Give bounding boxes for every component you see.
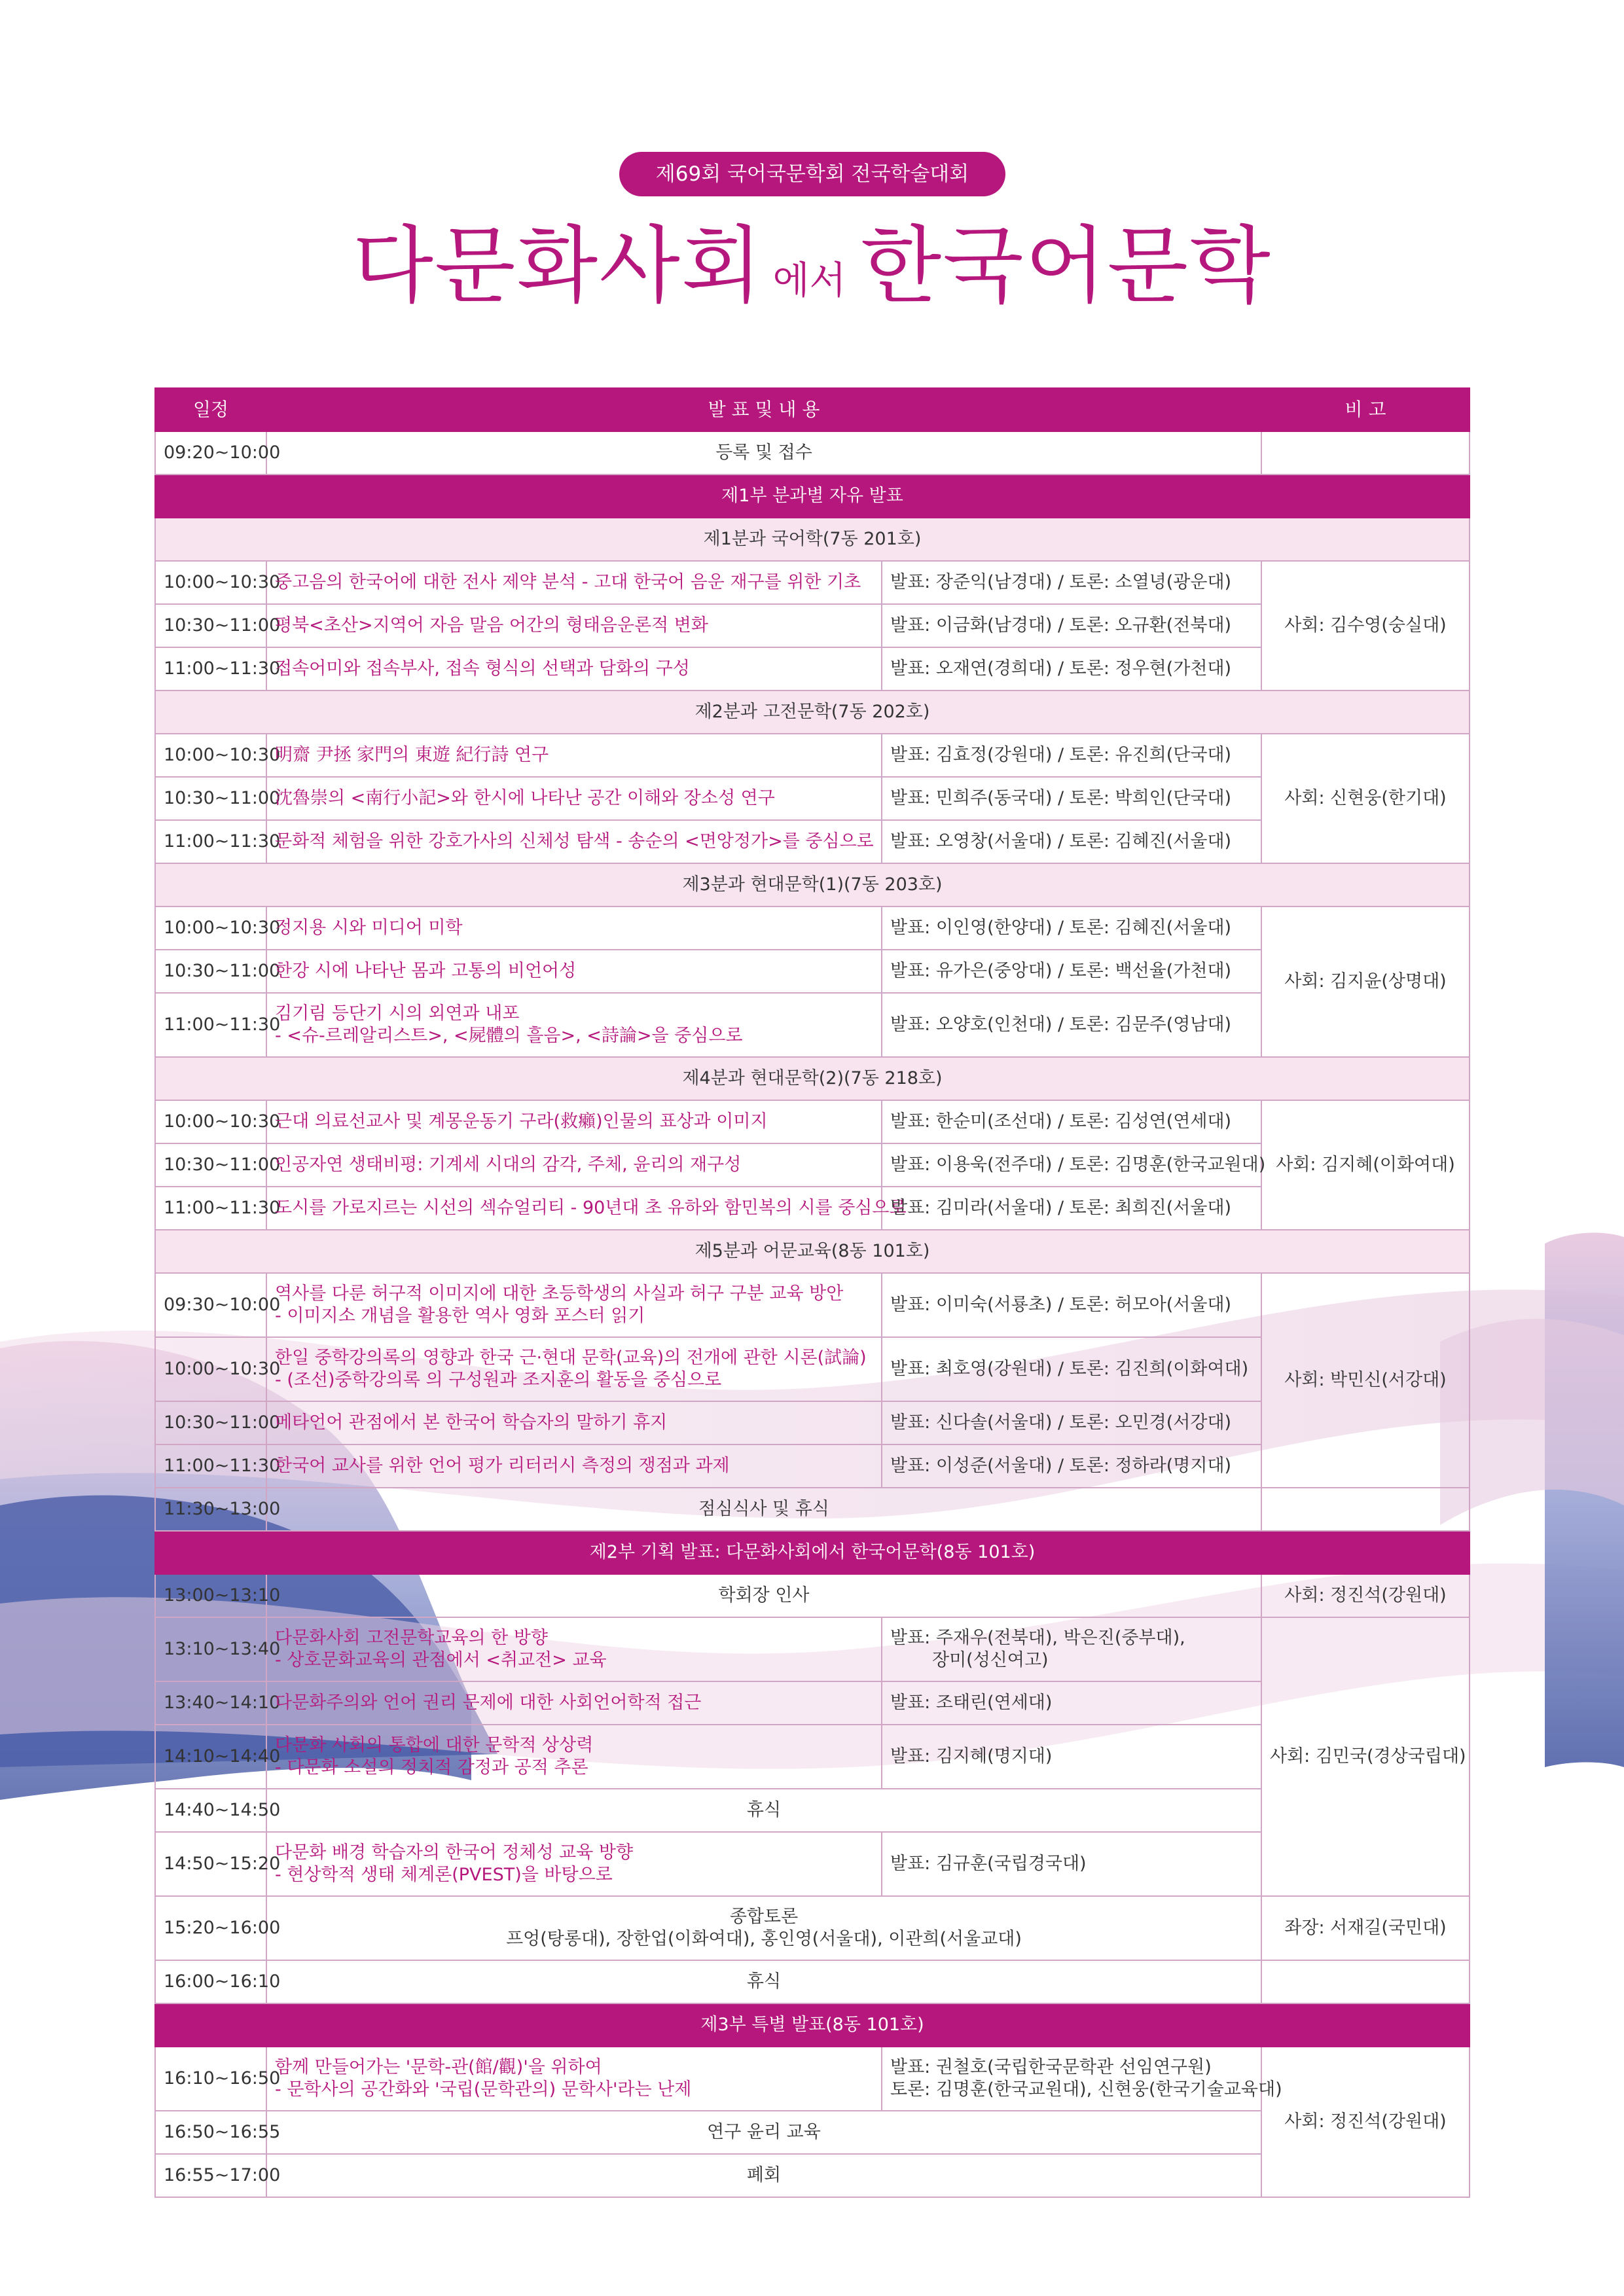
topic-subline: - 현상학적 생태 체계론(PVEST)을 바탕으로	[275, 1865, 613, 1885]
time-cell: 11:30~13:00	[155, 1488, 266, 1531]
section-title: 제3분과 현대문학(1)(7동 203호)	[155, 863, 1470, 906]
presenter-cell: 발표: 조태린(연세대)	[882, 1681, 1261, 1725]
topic-cell: 한강 시에 나타난 몸과 고통의 비언어성	[266, 950, 882, 993]
title-connector: 에서	[772, 258, 846, 302]
topic-line: 역사를 다룬 허구적 이미지에 대한 초등학생의 사실과 허구 구분 교육 방안	[275, 1283, 844, 1304]
presenter-cell: 발표: 김규훈(국립경국대)	[882, 1832, 1261, 1896]
time-cell: 09:20~10:00	[155, 431, 266, 475]
topic-cell: 明齋 尹拯 家門의 東遊 紀行詩 연구	[266, 734, 882, 777]
moderator-cell: 사회: 신현웅(한기대)	[1261, 734, 1470, 863]
time-cell: 10:00~10:30	[155, 561, 266, 604]
presenter-cell: 발표: 민희주(동국대) / 토론: 박희인(단국대)	[882, 777, 1261, 820]
topic-subline: - (조선)중학강의록 의 구성원과 조지훈의 활동을 중심으로	[275, 1370, 722, 1390]
presenter-cell: 발표: 김지혜(명지대)	[882, 1725, 1261, 1789]
table-row	[155, 1896, 1470, 1960]
presenter-cell: 발표: 유가은(중앙대) / 토론: 백선율(가천대)	[882, 950, 1261, 993]
presenter-cell: 발표: 최호영(강원대) / 토론: 김진희(이화여대)	[882, 1337, 1261, 1401]
presenter-cell: 발표: 신다솔(서울대) / 토론: 오민경(서강대)	[882, 1401, 1261, 1444]
time-cell: 10:30~11:00	[155, 604, 266, 647]
section-header-row	[155, 863, 1470, 906]
moderator-cell: 사회: 박민신(서강대)	[1261, 1273, 1470, 1488]
topic-cell: 沈魯崇의 <南行小記>와 한시에 나타난 공간 이해와 장소성 연구	[266, 777, 882, 820]
topic-subline: - 이미지소 개념을 활용한 역사 영화 포스터 읽기	[275, 1306, 645, 1326]
time-cell: 13:40~14:10	[155, 1681, 266, 1725]
topic-cell	[266, 993, 882, 1057]
presenter-cell	[882, 1617, 1261, 1681]
table-row	[155, 1960, 1470, 2003]
discussant-line: 토론: 김명훈(한국교원대), 신현웅(한국기술교육대)	[890, 2079, 1282, 2100]
topic-cell	[266, 1337, 882, 1401]
time-cell: 09:30~10:00	[155, 1273, 266, 1337]
part-header-row	[155, 2003, 1470, 2047]
section-header-row	[155, 1057, 1470, 1100]
topic-line: 다문화 배경 학습자의 한국어 정체성 교육 방향	[275, 1842, 634, 1863]
moderator-cell: 사회: 정진석(강원대)	[1261, 2047, 1470, 2197]
section-header-row	[155, 518, 1470, 561]
topic-cell	[266, 1832, 882, 1896]
section-title: 제1분과 국어학(7동 201호)	[155, 518, 1470, 561]
time-cell: 10:00~10:30	[155, 734, 266, 777]
presenter-cell: 발표: 이인영(한양대) / 토론: 김혜진(서울대)	[882, 906, 1261, 950]
column-header-content: 발 표 및 내 용	[266, 388, 1261, 431]
presenter-cell: 발표: 오양호(인천대) / 토론: 김문주(영남대)	[882, 993, 1261, 1057]
presenter-cell: 발표: 이용욱(전주대) / 토론: 김명훈(한국교원대)	[882, 1143, 1261, 1187]
presenter-cell: 발표: 오영창(서울대) / 토론: 김혜진(서울대)	[882, 820, 1261, 863]
presenter-cell: 발표: 장준익(남경대) / 토론: 소열녕(광운대)	[882, 561, 1261, 604]
chair-cell: 좌장: 서재길(국민대)	[1261, 1896, 1470, 1960]
note-cell	[1261, 1960, 1470, 2003]
topic-cell: 평북<초산>지역어 자음 말음 어간의 형태음운론적 변화	[266, 604, 882, 647]
topic-cell: 도시를 가로지르는 시선의 섹슈얼리티 - 90년대 초 유하와 함민복의 시를 중심으로	[266, 1187, 882, 1230]
topic-cell: 문화적 체험을 위한 강호가사의 신체성 탐색 - 송순의 <면앙정가>를 중심으로	[266, 820, 882, 863]
note-cell	[1261, 1488, 1470, 1531]
table-row	[155, 431, 1470, 475]
event-cell: 폐회	[266, 2154, 1261, 2197]
time-cell: 11:00~11:30	[155, 1187, 266, 1230]
time-cell: 14:10~14:40	[155, 1725, 266, 1789]
moderator-cell: 사회: 김지혜(이화여대)	[1261, 1100, 1470, 1230]
section-header-row	[155, 691, 1470, 734]
column-header-time: 일정	[155, 388, 266, 431]
time-cell: 14:50~15:20	[155, 1832, 266, 1896]
event-cell: 등록 및 접수	[266, 431, 1261, 475]
event-cell: 학회장 인사	[266, 1574, 1261, 1617]
time-cell: 10:00~10:30	[155, 1100, 266, 1143]
section-header-row	[155, 1230, 1470, 1273]
event-cell: 연구 윤리 교육	[266, 2111, 1261, 2154]
topic-cell: 근대 의료선교사 및 계몽운동기 구라(救癩)인물의 표상과 이미지	[266, 1100, 882, 1143]
section-title: 제2분과 고전문학(7동 202호)	[155, 691, 1470, 734]
moderator-cell: 사회: 김지윤(상명대)	[1261, 906, 1470, 1057]
time-cell: 10:30~11:00	[155, 950, 266, 993]
time-cell: 13:00~13:10	[155, 1574, 266, 1617]
event-cell	[266, 1896, 1261, 1960]
presenter-subline: 장미(성신여고)	[932, 1650, 1049, 1670]
schedule-table	[154, 387, 1470, 2198]
time-cell: 10:30~11:00	[155, 777, 266, 820]
time-cell: 10:30~11:00	[155, 1401, 266, 1444]
time-cell: 16:50~16:55	[155, 2111, 266, 2154]
time-cell: 11:00~11:30	[155, 1444, 266, 1488]
topic-cell: 중고음의 한국어에 대한 전사 제약 분석 - 고대 한국어 음운 재구를 위한 기초	[266, 561, 882, 604]
topic-line: 다문화사회 고전문학교육의 한 방향	[275, 1628, 548, 1648]
time-cell: 13:10~13:40	[155, 1617, 266, 1681]
topic-subline: - 다문화 소설의 정치적 감정과 공적 추론	[275, 1757, 588, 1778]
time-cell: 10:00~10:30	[155, 1337, 266, 1401]
time-cell: 16:00~16:10	[155, 1960, 266, 2003]
presenter-line: 발표: 권철호(국립한국문학관 선임연구원)	[890, 2057, 1212, 2077]
topic-subline: - 상호문화교육의 관점에서 <취교전> 교육	[275, 1650, 607, 1670]
table-row	[155, 561, 1470, 604]
presenter-cell: 발표: 김효정(강원대) / 토론: 유진희(단국대)	[882, 734, 1261, 777]
topic-cell: 다문화주의와 언어 권리 문제에 대한 사회언어학적 접근	[266, 1681, 882, 1725]
time-cell: 15:20~16:00	[155, 1896, 266, 1960]
presenter-line: 발표: 주재우(전북대), 박은진(중부대),	[890, 1628, 1185, 1648]
presenter-cell	[882, 2047, 1282, 2111]
moderator-cell: 사회: 정진석(강원대)	[1261, 1574, 1470, 1617]
moderator-cell: 사회: 김민국(경상국립대)	[1261, 1617, 1470, 1896]
presenter-cell: 발표: 오재연(경희대) / 토론: 정우현(가천대)	[882, 647, 1261, 691]
presenter-cell: 발표: 한순미(조선대) / 토론: 김성연(연세대)	[882, 1100, 1261, 1143]
time-cell: 14:40~14:50	[155, 1789, 266, 1832]
topic-cell	[266, 1617, 882, 1681]
presenter-cell: 발표: 이성준(서울대) / 토론: 정하라(명지대)	[882, 1444, 1261, 1488]
topic-line: 한일 중학강의록의 영향과 한국 근·현대 문학(교육)의 전개에 관한 시론(試論)	[275, 1348, 867, 1368]
topic-line: 함께 만들어가는 '문학-관(館/觀)'을 위하여	[275, 2057, 602, 2077]
table-row	[155, 2047, 1470, 2111]
title-tail: 한국어문학	[860, 217, 1272, 315]
discussion-title: 종합토론	[729, 1907, 799, 1927]
page-title	[0, 211, 1624, 336]
topic-cell: 메타언어 관점에서 본 한국어 학습자의 말하기 휴지	[266, 1401, 882, 1444]
topic-line: 김기림 등단기 시의 외연과 내포	[275, 1003, 520, 1024]
section-title: 제5분과 어문교육(8동 101호)	[155, 1230, 1470, 1273]
time-cell: 10:00~10:30	[155, 906, 266, 950]
part-header-row	[155, 475, 1470, 518]
topic-subline: - <슈-르레알리스트>, <屍體의 흘음>, <詩論>을 중심으로	[275, 1026, 743, 1046]
time-cell: 16:55~17:00	[155, 2154, 266, 2197]
topic-cell: 접속어미와 접속부사, 접속 형식의 선택과 담화의 구성	[266, 647, 882, 691]
event-cell: 휴식	[266, 1789, 1261, 1832]
topic-cell	[266, 1273, 882, 1337]
moderator-cell: 사회: 김수영(숭실대)	[1261, 561, 1470, 691]
topic-cell: 인공자연 생태비평: 기계세 시대의 감각, 주체, 윤리의 재구성	[266, 1143, 882, 1187]
time-cell: 10:30~11:00	[155, 1143, 266, 1187]
table-row	[155, 734, 1470, 777]
presenter-cell: 발표: 이금화(남경대) / 토론: 오규환(전북대)	[882, 604, 1261, 647]
part-title: 제2부 기획 발표: 다문화사회에서 한국어문학(8동 101호)	[155, 1531, 1470, 1574]
topic-cell	[266, 2047, 882, 2111]
note-cell	[1261, 431, 1470, 475]
column-header-note: 비 고	[1261, 388, 1470, 431]
presenter-cell: 발표: 이미숙(서룡초) / 토론: 허모아(서울대)	[882, 1273, 1261, 1337]
part-title: 제3부 특별 발표(8동 101호)	[155, 2003, 1470, 2047]
table-row	[155, 906, 1470, 950]
event-cell: 점심식사 및 휴식	[266, 1488, 1261, 1531]
topic-subline: - 문학사의 공간화와 '국립(문학관의) 문학사'라는 난제	[275, 2079, 692, 2100]
table-row	[155, 1617, 1470, 1681]
topic-cell: 한국어 교사를 위한 언어 평가 리터러시 측정의 쟁점과 과제	[266, 1444, 882, 1488]
table-row	[155, 1574, 1470, 1617]
table-row	[155, 1488, 1470, 1531]
section-title: 제4분과 현대문학(2)(7동 218호)	[155, 1057, 1470, 1100]
conference-badge: 제69회 국어국문학회 전국학술대회	[619, 152, 1005, 196]
topic-cell	[266, 1725, 882, 1789]
time-cell: 11:00~11:30	[155, 647, 266, 691]
topic-line: 다문화 사회의 통합에 대한 문학적 상상력	[275, 1735, 594, 1755]
table-row	[155, 1273, 1470, 1337]
time-cell: 16:10~16:50	[155, 2047, 266, 2111]
presenter-cell: 발표: 김미라(서울대) / 토론: 최희진(서울대)	[882, 1187, 1261, 1230]
table-header-row	[155, 388, 1470, 431]
time-cell: 11:00~11:30	[155, 993, 266, 1057]
part-title: 제1부 분과별 자유 발표	[155, 475, 1470, 518]
discussion-panel: 프엉(탕롱대), 장한업(이화여대), 홍인영(서울대), 이관희(서울교대)	[506, 1929, 1022, 1949]
topic-cell: 정지용 시와 미디어 미학	[266, 906, 882, 950]
event-cell: 휴식	[266, 1960, 1261, 2003]
table-row	[155, 1100, 1470, 1143]
time-cell: 11:00~11:30	[155, 820, 266, 863]
title-main: 다문화사회	[352, 217, 764, 315]
part-header-row	[155, 1531, 1470, 1574]
